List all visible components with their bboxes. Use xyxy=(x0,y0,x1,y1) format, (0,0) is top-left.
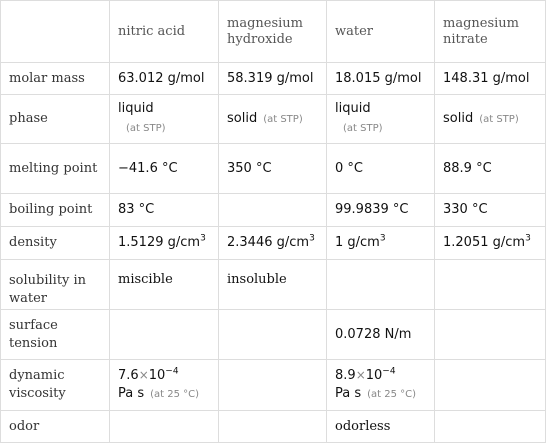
cell-surface-tension-water: 0.0728 N/m xyxy=(327,310,435,360)
cell-phase-magnesium-nitrate xyxy=(435,95,546,144)
row-label-melting-point: melting point xyxy=(1,144,110,194)
viscosity-value: $7.6\times 10^{-4}$ xyxy=(118,366,179,383)
column-header-water: water xyxy=(327,1,435,63)
phase-condition: (at STP) xyxy=(263,113,303,125)
viscosity-unit: Pa s (at 25 °C) xyxy=(335,386,417,401)
cell-dynamic-viscosity-water xyxy=(327,360,435,411)
density-exponent: 3 xyxy=(525,233,531,244)
row-label-molar-mass: molar mass xyxy=(1,63,110,95)
cell-molar-mass-nitric-acid: 63.012 g/mol xyxy=(110,63,219,95)
cell-surface-tension-nitric-acid xyxy=(110,310,219,360)
cell-boiling-point-magnesium-nitrate: 330 °C xyxy=(435,194,546,227)
cell-dynamic-viscosity-nitric-acid xyxy=(110,360,219,411)
row-surface-tension xyxy=(1,310,546,360)
cell-odor-magnesium-nitrate xyxy=(435,411,546,443)
phase-value: solid xyxy=(443,110,474,126)
density-exponent: 3 xyxy=(379,233,386,244)
cell-boiling-point-nitric-acid: 83 °C xyxy=(110,194,219,227)
corner-cell xyxy=(1,1,110,63)
phase-condition: (at STP) xyxy=(343,123,383,134)
row-dynamic-viscosity xyxy=(1,360,546,411)
density-exponent: 3 xyxy=(309,233,315,244)
cell-solubility-water xyxy=(327,260,435,310)
row-phase xyxy=(1,95,546,144)
density-value: 1.5129 g/cm xyxy=(118,235,201,250)
cell-molar-mass-magnesium-nitrate: 148.31 g/mol xyxy=(435,63,546,95)
cell-density-nitric-acid xyxy=(110,227,219,260)
cell-dynamic-viscosity-magnesium-hydroxide xyxy=(219,360,327,411)
cell-solubility-magnesium-nitrate xyxy=(435,260,546,310)
cell-melting-point-nitric-acid: −41.6 °C xyxy=(110,144,219,194)
row-label-dynamic-viscosity: dynamic viscosity xyxy=(1,360,110,411)
density-value: 1 g/cm xyxy=(335,235,380,250)
density-value: 2.3446 g/cm xyxy=(227,235,310,250)
cell-molar-mass-water: 18.015 g/mol xyxy=(327,63,435,95)
cell-solubility-nitric-acid: miscible xyxy=(110,260,219,310)
cell-phase-nitric-acid xyxy=(110,95,219,144)
cell-surface-tension-magnesium-hydroxide xyxy=(219,310,327,360)
row-label-solubility: solubility in water xyxy=(1,260,110,310)
cell-density-magnesium-hydroxide xyxy=(219,227,327,260)
phase-value: liquid xyxy=(335,101,371,116)
cell-odor-nitric-acid xyxy=(110,411,219,443)
cell-density-water xyxy=(327,227,435,260)
viscosity-unit: Pa s (at 25 °C) xyxy=(118,386,200,401)
phase-condition: (at STP) xyxy=(479,113,519,125)
row-label-density: density xyxy=(1,227,110,260)
row-molar-mass xyxy=(1,63,546,95)
cell-melting-point-water: 0 °C xyxy=(327,144,435,194)
row-melting-point xyxy=(1,144,546,194)
density-exponent: 3 xyxy=(200,233,206,244)
cell-density-magnesium-nitrate xyxy=(435,227,546,260)
row-boiling-point xyxy=(1,194,546,227)
cell-surface-tension-magnesium-nitrate xyxy=(435,310,546,360)
cell-molar-mass-magnesium-hydroxide: 58.319 g/mol xyxy=(219,63,327,95)
cell-boiling-point-magnesium-hydroxide xyxy=(219,194,327,227)
row-label-odor: odor xyxy=(1,411,110,443)
viscosity-condition: (at 25 °C) xyxy=(150,389,200,400)
cell-phase-magnesium-hydroxide xyxy=(219,95,327,144)
cell-phase-water xyxy=(327,95,435,144)
viscosity-condition: (at 25 °C) xyxy=(367,389,417,400)
row-odor xyxy=(1,411,546,443)
column-header-nitric-acid: nitric acid xyxy=(110,1,219,63)
cell-boiling-point-water: 99.9839 °C xyxy=(327,194,435,227)
row-solubility xyxy=(1,260,546,310)
cell-solubility-magnesium-hydroxide: insoluble xyxy=(219,260,327,310)
cell-dynamic-viscosity-magnesium-nitrate xyxy=(435,360,546,411)
cell-odor-magnesium-hydroxide xyxy=(219,411,327,443)
column-header-magnesium-nitrate: magnesium nitrate xyxy=(435,1,546,63)
cell-odor-water: odorless xyxy=(327,411,435,443)
phase-value: liquid xyxy=(118,101,154,116)
column-header-magnesium-hydroxide: magnesium hydroxide xyxy=(219,1,327,63)
header-row xyxy=(1,1,546,63)
phase-value: solid xyxy=(227,110,258,126)
phase-condition: (at STP) xyxy=(126,123,166,134)
row-label-surface-tension: surface tension xyxy=(1,310,110,360)
density-value: 1.2051 g/cm xyxy=(443,235,526,250)
cell-melting-point-magnesium-nitrate: 88.9 °C xyxy=(435,144,546,194)
row-label-phase: phase xyxy=(1,95,110,144)
cell-melting-point-magnesium-hydroxide: 350 °C xyxy=(219,144,327,194)
row-density xyxy=(1,227,546,260)
viscosity-value: $8.9\times 10^{-4}$ xyxy=(335,366,396,383)
row-label-boiling-point: boiling point xyxy=(1,194,110,227)
